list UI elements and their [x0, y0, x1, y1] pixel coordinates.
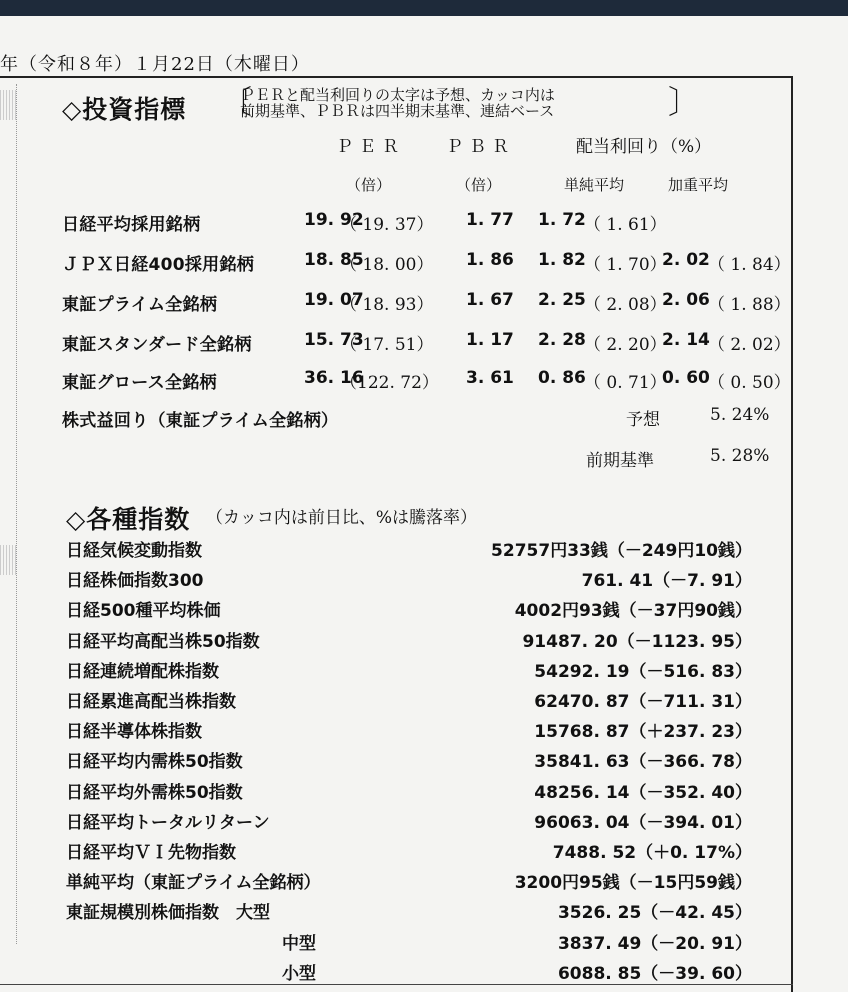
index-value: 35841. 63（－366. 78） — [534, 752, 752, 772]
top-bar — [0, 0, 848, 16]
index-value: 3526. 25（－42. 45） — [557, 903, 752, 923]
pbr-value: 3. 61 — [466, 368, 514, 388]
index-value: 54292. 19（－516. 83） — [534, 662, 752, 682]
index-name: 日経500種平均株価 — [66, 601, 221, 621]
index-name: 単純平均（東証プライム全銘柄） — [66, 873, 321, 893]
row-name: 東証プライム全銘柄 — [62, 295, 218, 315]
note-close-bracket: 〕 — [668, 83, 701, 121]
pbr-value: 1. 77 — [466, 210, 514, 230]
prev-basis-label: 前期基準 — [586, 451, 654, 471]
yield-weighted-prev: （ 1. 84） — [708, 255, 791, 275]
column-divider — [16, 84, 18, 944]
per-value: 18. 85 — [304, 250, 364, 270]
col-yield-header: 配当利回り（%） — [576, 137, 712, 157]
per-value: 15. 73 — [304, 330, 364, 350]
col-pbr-header: ＰＢＲ — [446, 137, 515, 157]
investment-title: ◇投資指標 — [62, 95, 187, 124]
date-line: 年（令和８年）１月22日（木曜日） — [0, 54, 310, 75]
index-name: 日経平均トータルリターン — [66, 813, 270, 833]
sub-simple-average: 単純平均 — [564, 176, 625, 194]
yield-simple-value: 2. 28 — [538, 330, 586, 350]
yield-simple-prev: （ 1. 70） — [584, 255, 667, 275]
forecast-value: 5. 24% — [710, 405, 770, 425]
index-value: 62470. 87（－711. 31） — [534, 692, 752, 712]
forecast-label: 予想 — [626, 410, 660, 430]
bottom-rule — [0, 984, 793, 985]
yield-weighted-value: 0. 60 — [662, 368, 710, 388]
index-name: 東証規模別株価指数 大型 — [66, 903, 270, 923]
index-name: 日経平均内需株50指数 — [66, 752, 243, 772]
indices-title: ◇各種指数 — [66, 505, 191, 534]
yield-simple-prev: （ 2. 08） — [584, 295, 667, 315]
per-value: 19. 07 — [304, 290, 364, 310]
yield-simple-prev: （ 2. 20） — [584, 335, 667, 355]
yield-weighted-value: 2. 14 — [662, 330, 710, 350]
pbr-value: 1. 17 — [466, 330, 514, 350]
pbr-value: 1. 86 — [466, 250, 514, 270]
row-name: 東証スタンダード全銘柄 — [62, 335, 252, 355]
yield-weighted-prev: （ 2. 02） — [708, 335, 791, 355]
sub-weighted-average: 加重平均 — [668, 176, 729, 194]
adjacent-column-fragment — [0, 90, 16, 120]
note-open-bracket: 〔 — [220, 83, 253, 121]
adjacent-column-fragment — [0, 545, 16, 575]
investment-note-line1: ＰＥＲと配当利回りの太字は予想、カッコ内は — [240, 86, 555, 104]
index-value: 4002円93銭（－37円90銭） — [514, 601, 752, 621]
index-name: 中型 — [282, 934, 316, 954]
index-value: 6088. 85（－39. 60） — [557, 964, 752, 984]
index-value: 96063. 04（－394. 01） — [534, 813, 752, 833]
per-prev-value: （ 18. 93） — [340, 295, 434, 315]
row-name: ＪＰＸ日経400採用銘柄 — [62, 255, 255, 275]
per-value: 19. 92 — [304, 210, 364, 230]
index-value: 52757円33銭（－249円10銭） — [491, 541, 752, 561]
index-value: 7488. 52（＋0. 17%） — [552, 843, 752, 863]
index-value: 48256. 14（－352. 40） — [534, 783, 752, 803]
index-name: 日経株価指数300 — [66, 571, 204, 591]
per-value: 36. 16 — [304, 368, 364, 388]
index-name: 日経連続増配株指数 — [66, 662, 219, 682]
yield-simple-value: 1. 72 — [538, 210, 586, 230]
index-name: 日経平均外需株50指数 — [66, 783, 243, 803]
index-value: 15768. 87（＋237. 23） — [534, 722, 752, 742]
yield-weighted-value: 2. 02 — [662, 250, 710, 270]
indices-note: （カッコ内は前日比、%は騰落率） — [206, 508, 477, 528]
yield-weighted-prev: （ 0. 50） — [708, 373, 791, 393]
earnings-yield-label: 株式益回り（東証プライム全銘柄） — [62, 411, 339, 431]
per-prev-value: （122. 72） — [340, 373, 439, 393]
index-name: 日経平均ＶＩ先物指数 — [66, 843, 236, 863]
index-name: 日経累進高配当株指数 — [66, 692, 236, 712]
index-value: 91487. 20（－1123. 95） — [522, 632, 752, 652]
prev-basis-value: 5. 28% — [710, 446, 770, 466]
index-value: 3200円95銭（－15円59銭） — [514, 873, 752, 893]
row-name: 日経平均採用銘柄 — [62, 215, 201, 235]
yield-simple-value: 2. 25 — [538, 290, 586, 310]
col-per-header: ＰＥＲ — [336, 137, 405, 157]
yield-weighted-value: 2. 06 — [662, 290, 710, 310]
yield-simple-value: 1. 82 — [538, 250, 586, 270]
unit-per: （倍） — [346, 176, 392, 194]
index-value: 761. 41（－7. 91） — [581, 571, 752, 591]
per-prev-value: （ 18. 00） — [340, 255, 434, 275]
per-prev-value: （ 17. 51） — [340, 335, 434, 355]
yield-weighted-prev: （ 1. 88） — [708, 295, 791, 315]
unit-pbr: （倍） — [456, 176, 502, 194]
index-name: 日経半導体株指数 — [66, 722, 202, 742]
pbr-value: 1. 67 — [466, 290, 514, 310]
yield-simple-value: 0. 86 — [538, 368, 586, 388]
yield-simple-prev: （ 1. 61） — [584, 215, 667, 235]
investment-note-line2: 前期基準、ＰＢＲは四半期末基準、連結ベース — [240, 102, 555, 120]
per-prev-value: （ 19. 37） — [340, 215, 434, 235]
index-name: 小型 — [282, 964, 316, 984]
index-name: 日経気候変動指数 — [66, 541, 202, 561]
index-value: 3837. 49（－20. 91） — [557, 934, 752, 954]
index-name: 日経平均高配当株50指数 — [66, 632, 260, 652]
yield-simple-prev: （ 0. 71） — [584, 373, 667, 393]
row-name: 東証グロース全銘柄 — [62, 373, 217, 393]
